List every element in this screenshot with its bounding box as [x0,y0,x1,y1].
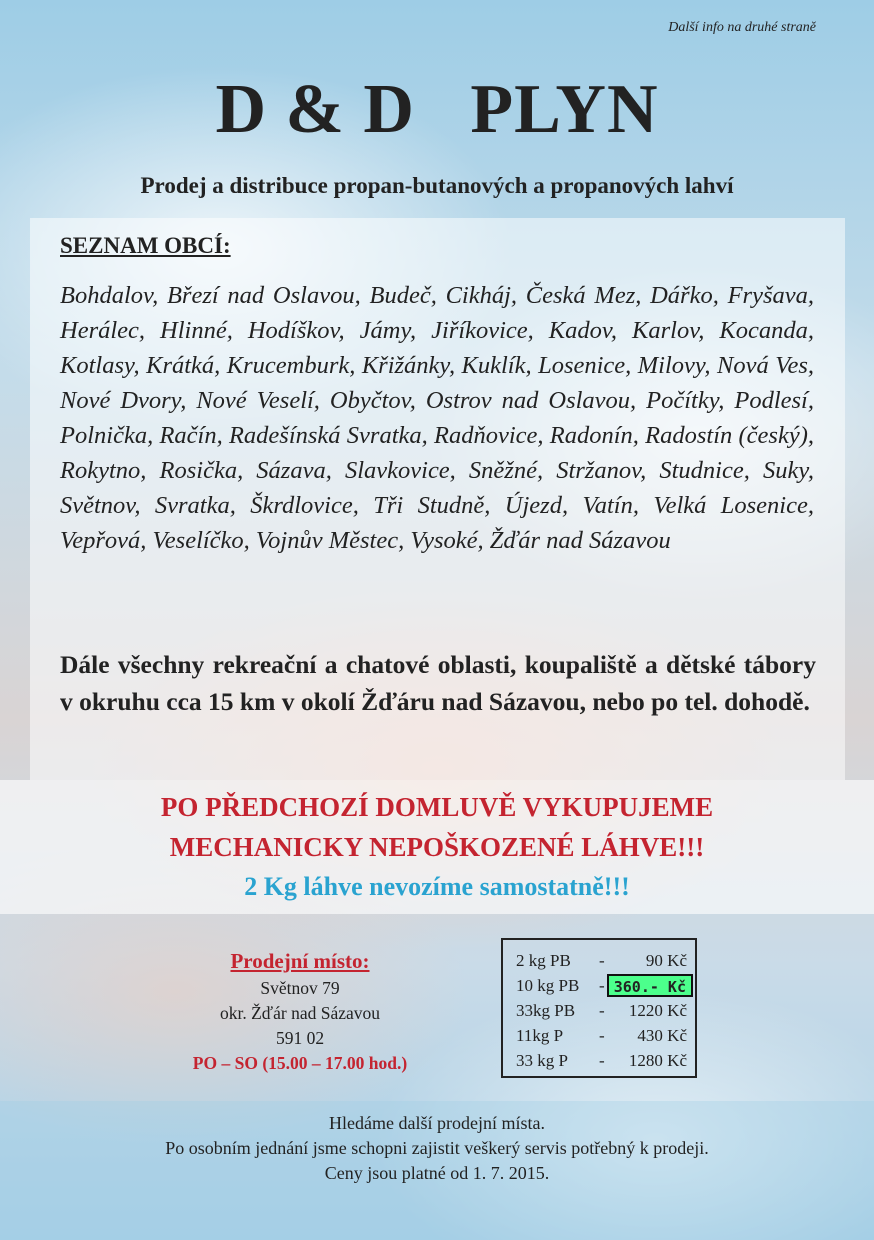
price-value: 1280 Kč [628,1051,687,1070]
towns-heading: SEZNAM OBCÍ: [60,233,231,258]
buyback-line-1: PO PŘEDCHOZÍ DOMLUVĚ VYKUPUJEME [160,792,714,822]
top-note: Další info na druhé straně [668,20,816,35]
price-value: 1220 Kč [628,1001,687,1020]
service-area-note: Dále všechny rekreační a chatové oblasti, koupaliště a dětské tábory v okruhu cca 15 km v okolí Žďáru nad Sázavou, nebo po tel. dohodě. [60,650,816,716]
footer-line-2: Po osobním jednání jsme schopni zajistit veškerý servis potřebný k prodeji. [165,1138,709,1158]
price-row [503,1023,695,1048]
towns-list: Bohdalov, Březí nad Oslavou, Budeč, Cikháj, Česká Mez, Dářko, Fryšava, Herálec, Hlinné, Hodíškov, Jámy, Jiříkovice, Kadov, Karlov, Kocanda, Kotlasy, Krátká, Krucemburk, Křižánky, Kuklík, Losenice, Milovy, Nová Ves, Nové Dvory, Nové Veselí, Obyčtov, Ostrov nad Oslavou, Počítky, Podlesí, Polnička, Račín, Radešínská Svratka, Radňovice, Radonín, Radostín (český), Rokytno, Rosička, Sázava, Slavkovice, Sněžné, Stržanov, Studnice, Suky, Světnov, Svratka, Škrdlovice, Tři Studně, Újezd, Vatín, Velká Losenice, Vepřová, Veselíčko, Vojnův Městec, Vysoké, Žďár nad Sázavou [60,282,814,554]
price-value: 90 Kč [645,951,687,970]
price-item: 2 kg PB [516,951,571,970]
price-dash: - [599,1001,605,1020]
page-title: D & D PLYN [215,71,659,148]
footer [0,1111,874,1186]
price-item: 10 kg PB [516,976,580,995]
footer-line-1: Hledáme další prodejní místa. [329,1113,545,1133]
sale-point-district: okr. Žďár nad Sázavou [219,1003,380,1023]
price-dash: - [599,1026,605,1045]
price-item: 11kg P [516,1026,564,1045]
footer-line-3: Ceny jsou platné od 1. 7. 2015. [324,1163,550,1183]
price-table [501,938,697,1078]
price-row [503,973,695,998]
buyback-notice [0,787,874,867]
price-dash: - [599,976,605,995]
sale-point-zip: 591 02 [275,1028,325,1048]
sale-point-street: Světnov 79 [260,978,340,998]
price-dash: - [599,1051,605,1070]
sale-point-hours: PO – SO (15.00 – 17.00 hod.) [192,1053,408,1073]
price-row [503,948,695,973]
buyback-line-2: MECHANICKY NEPOŠKOZENÉ LÁHVE!!! [169,832,705,862]
price-row [503,1048,695,1073]
sale-point [150,946,450,1076]
price-row [503,998,695,1023]
price-value: 430 Kč [637,1026,687,1045]
bottle-2kg-note: 2 Kg láhve nevozíme samostatně!!! [244,872,630,901]
price-item: 33kg PB [516,1001,576,1020]
sale-point-heading: Prodejní místo: [230,949,370,973]
price-item: 33 kg P [516,1051,568,1070]
price-dash: - [599,951,605,970]
page-subtitle: Prodej a distribuce propan-butanových a propanových lahví [140,173,734,198]
price-value-highlighted: 360.- Kč [607,974,693,997]
